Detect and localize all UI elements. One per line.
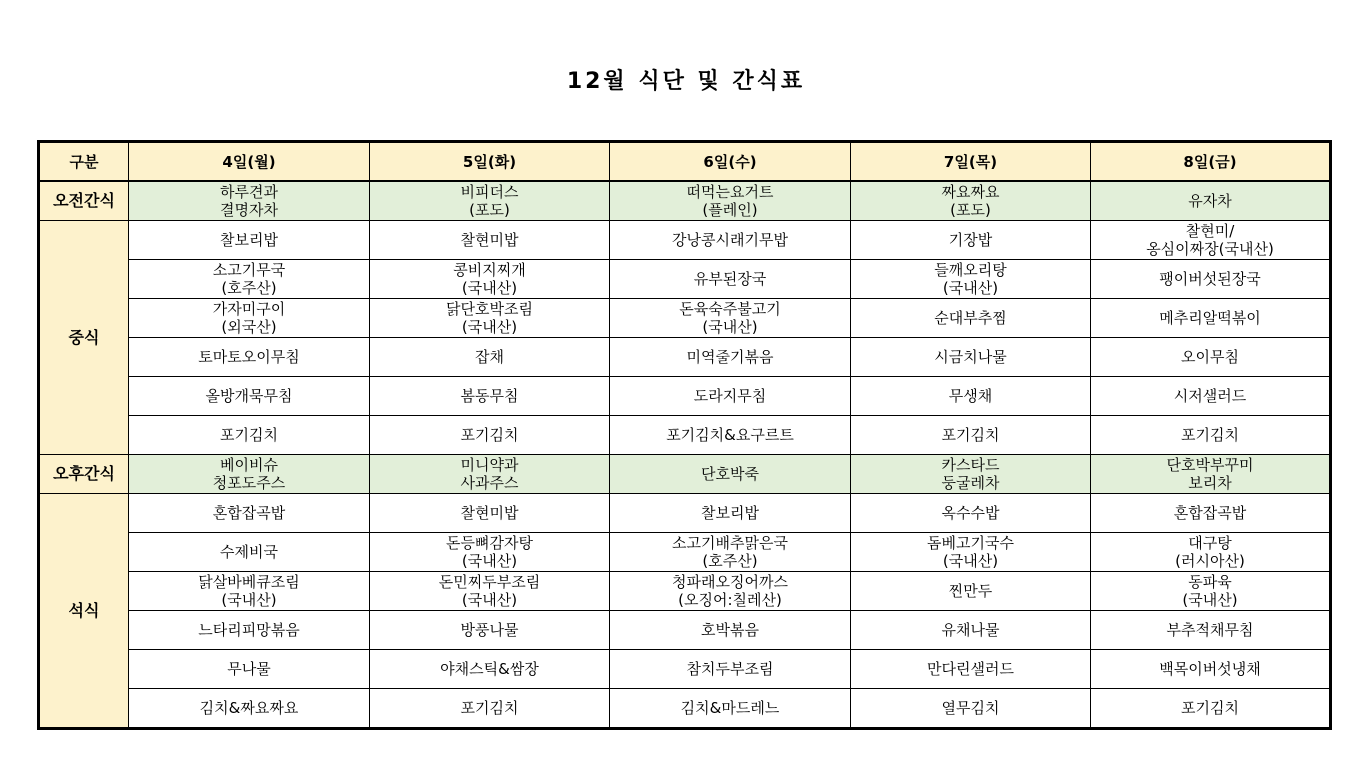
meal-item: (호주산) xyxy=(221,279,277,297)
meal-item: 강낭콩시래기무밥 xyxy=(672,231,788,249)
meal-item: 혼합잡곡밥 xyxy=(1173,504,1247,522)
meal-item: 호박볶음 xyxy=(701,621,759,639)
meal-item: 청파래오징어까스 xyxy=(672,573,788,591)
meal-cell xyxy=(370,455,610,494)
meal-item: 들깨오리탕 xyxy=(934,261,1007,279)
meal-item: 올방개묵무침 xyxy=(205,387,293,405)
meal-item: 방풍나물 xyxy=(460,621,519,639)
meal-cell xyxy=(129,299,370,338)
lunch-row xyxy=(39,338,1331,377)
category-label: 중식 xyxy=(39,221,129,455)
meal-cell xyxy=(851,533,1091,572)
meal-item: 닭단호박조림 xyxy=(446,300,533,318)
meal-cell xyxy=(610,650,851,689)
meal-cell xyxy=(610,338,851,377)
meal-cell xyxy=(1091,260,1331,299)
meal-item: 옹심이짜장(국내산) xyxy=(1146,240,1274,258)
meal-item: 팽이버섯된장국 xyxy=(1159,270,1261,288)
meal-cell xyxy=(851,181,1091,221)
meal-item: (호주산) xyxy=(702,552,758,570)
meal-item: 소고기배추맑은국 xyxy=(672,534,788,552)
dinner-row xyxy=(39,611,1331,650)
meal-item: 봄동무침 xyxy=(460,387,519,405)
meal-item: 단호박부꾸미 xyxy=(1166,456,1254,474)
meal-cell xyxy=(129,260,370,299)
meal-cell xyxy=(1091,455,1331,494)
meal-cell xyxy=(851,338,1091,377)
meal-item: 닭살바베큐조림 xyxy=(198,573,300,591)
category-label: 오전간식 xyxy=(39,181,129,221)
meal-cell xyxy=(129,689,370,729)
dinner-row xyxy=(39,494,1331,533)
meal-item: (국내산) xyxy=(461,591,518,609)
column-header: 5일(화) xyxy=(370,142,610,182)
meal-cell xyxy=(370,377,610,416)
meal-item: 가자미구이 xyxy=(212,300,286,318)
meal-cell xyxy=(851,689,1091,729)
meal-item: (포도) xyxy=(469,201,510,219)
meal-cell xyxy=(851,221,1091,260)
meal-item: 시금치나물 xyxy=(934,348,1007,366)
meal-item: 참치두부조림 xyxy=(686,660,774,678)
meal-cell xyxy=(610,689,851,729)
meal-item: 돈등뼈감자탕 xyxy=(446,534,533,552)
meal-item: 결명자차 xyxy=(220,201,278,219)
meal-item: 야채스틱&쌈장 xyxy=(440,660,539,678)
meal-item: 만다린샐러드 xyxy=(927,660,1014,678)
meal-item: 하루견과 xyxy=(220,183,278,201)
meal-item: 잡채 xyxy=(475,348,504,366)
meal-item: 김치&마드레느 xyxy=(680,699,780,717)
meal-item: 포기김치 xyxy=(1181,699,1239,717)
meal-item: 유부된장국 xyxy=(693,270,767,288)
meal-item: 사과주스 xyxy=(460,474,519,492)
meal-cell xyxy=(129,455,370,494)
meal-item: 청포도주스 xyxy=(212,474,286,492)
meal-item: 찰현미/ xyxy=(1185,222,1235,240)
meal-cell xyxy=(370,650,610,689)
lunch-row xyxy=(39,416,1331,455)
column-header: 구분 xyxy=(39,142,129,182)
meal-cell xyxy=(610,181,851,221)
meal-item: 부추적채무침 xyxy=(1166,621,1254,639)
meal-item: 미역줄기볶음 xyxy=(686,348,774,366)
meal-cell xyxy=(610,455,851,494)
meal-cell xyxy=(129,650,370,689)
meal-item: 동파육 xyxy=(1188,573,1232,591)
meal-cell xyxy=(851,260,1091,299)
meal-item: 포기김치 xyxy=(941,426,1000,444)
meal-cell xyxy=(1091,650,1331,689)
dinner-row xyxy=(39,572,1331,611)
meal-cell xyxy=(1091,299,1331,338)
meal-cell xyxy=(129,181,370,221)
column-header: 6일(수) xyxy=(610,142,851,182)
meal-cell xyxy=(1091,416,1331,455)
meal-item: (국내산) xyxy=(461,318,518,336)
column-header: 7일(목) xyxy=(851,142,1091,182)
meal-cell xyxy=(129,494,370,533)
meal-item: 단호박죽 xyxy=(701,465,759,483)
meal-cell xyxy=(610,416,851,455)
meal-cell xyxy=(129,416,370,455)
meal-item: 돈민찌두부조림 xyxy=(438,573,541,591)
meal-cell xyxy=(851,416,1091,455)
meal-cell xyxy=(610,377,851,416)
meal-item: 찰보리밥 xyxy=(701,504,759,522)
meal-cell xyxy=(851,611,1091,650)
lunch-row xyxy=(39,260,1331,299)
lunch-row xyxy=(39,377,1331,416)
meal-cell xyxy=(129,377,370,416)
meal-item: 김치&짜요짜요 xyxy=(199,699,299,717)
meal-item: 오이무침 xyxy=(1181,348,1239,366)
meal-cell xyxy=(610,572,851,611)
meal-table xyxy=(37,140,1332,730)
meal-cell xyxy=(129,611,370,650)
category-label: 오후간식 xyxy=(39,455,129,494)
meal-cell xyxy=(370,338,610,377)
meal-cell xyxy=(1091,338,1331,377)
meal-item: 무생채 xyxy=(948,387,993,405)
meal-item: 소고기무국 xyxy=(212,261,286,279)
meal-item: 기장밥 xyxy=(948,231,993,249)
meal-item: (오징어:칠레산) xyxy=(678,591,782,609)
meal-item: 보리차 xyxy=(1188,474,1232,492)
meal-item: 짜요짜요 xyxy=(941,183,1000,201)
meal-item: 시저샐러드 xyxy=(1173,387,1247,405)
meal-item: 백목이버섯냉채 xyxy=(1159,660,1261,678)
meal-item: 둥굴레차 xyxy=(941,474,1000,492)
meal-cell xyxy=(1091,689,1331,729)
column-header: 4일(월) xyxy=(129,142,370,182)
meal-item: (국내산) xyxy=(942,279,999,297)
meal-cell xyxy=(370,572,610,611)
meal-item: 찰현미밥 xyxy=(460,504,519,522)
meal-item: 포기김치 xyxy=(460,699,519,717)
meal-item: 유채나물 xyxy=(941,621,1000,639)
meal-item: 미니약과 xyxy=(460,456,519,474)
meal-item: 포기김치 xyxy=(220,426,278,444)
meal-item: 유자차 xyxy=(1188,192,1232,210)
meal-cell xyxy=(851,572,1091,611)
meal-item: 찰보리밥 xyxy=(220,231,278,249)
header-row xyxy=(39,142,1331,182)
meal-item: (포도) xyxy=(950,201,991,219)
meal-cell xyxy=(370,221,610,260)
meal-item: 포기김치 xyxy=(460,426,519,444)
meal-cell xyxy=(370,689,610,729)
meal-item: 떠먹는요거트 xyxy=(686,183,774,201)
meal-item: 순대부추찜 xyxy=(934,309,1007,327)
meal-item: 대구탕 xyxy=(1188,534,1232,552)
meal-cell xyxy=(129,533,370,572)
meal-cell xyxy=(851,455,1091,494)
meal-item: 도라지무침 xyxy=(693,387,767,405)
meal-item: 포기김치&요구르트 xyxy=(666,426,794,444)
meal-cell xyxy=(1091,494,1331,533)
meal-item: 메추리알떡볶이 xyxy=(1159,309,1261,327)
meal-cell xyxy=(370,416,610,455)
meal-cell xyxy=(370,260,610,299)
meal-item: 혼합잡곡밥 xyxy=(212,504,286,522)
meal-item: (국내산) xyxy=(1182,591,1238,609)
category-label: 석식 xyxy=(39,494,129,729)
meal-cell xyxy=(1091,181,1331,221)
meal-item: (국내산) xyxy=(461,552,518,570)
meal-item: 카스타드 xyxy=(941,456,1000,474)
meal-cell xyxy=(370,299,610,338)
meal-item: 콩비지찌개 xyxy=(453,261,526,279)
afternoon-snack-row xyxy=(39,455,1331,494)
meal-cell xyxy=(610,611,851,650)
meal-cell xyxy=(1091,221,1331,260)
meal-item: 찰현미밥 xyxy=(460,231,519,249)
meal-item: (국내산) xyxy=(702,318,758,336)
meal-item: (러시아산) xyxy=(1175,552,1245,570)
meal-cell xyxy=(129,338,370,377)
meal-cell xyxy=(370,611,610,650)
meal-item: 비피더스 xyxy=(460,183,519,201)
meal-cell xyxy=(851,650,1091,689)
meal-cell xyxy=(1091,533,1331,572)
lunch-row xyxy=(39,221,1331,260)
meal-item: 포기김치 xyxy=(1181,426,1239,444)
meal-cell xyxy=(370,533,610,572)
meal-cell xyxy=(610,221,851,260)
meal-cell xyxy=(129,572,370,611)
meal-cell xyxy=(370,494,610,533)
meal-cell xyxy=(851,494,1091,533)
meal-item: 토마토오이무침 xyxy=(198,348,300,366)
dinner-row xyxy=(39,533,1331,572)
meal-cell xyxy=(129,221,370,260)
meal-item: 옥수수밥 xyxy=(941,504,1000,522)
meal-cell xyxy=(610,533,851,572)
meal-item: 베이비슈 xyxy=(220,456,278,474)
meal-item: 열무김치 xyxy=(941,699,1000,717)
meal-item: (국내산) xyxy=(942,552,999,570)
page-title: 12월 식단 및 간식표 xyxy=(566,69,806,94)
meal-item: 돔베고기국수 xyxy=(927,534,1014,552)
meal-item: (국내산) xyxy=(221,591,277,609)
meal-cell xyxy=(1091,611,1331,650)
meal-item: 돈육숙주불고기 xyxy=(679,300,781,318)
meal-item: 무나물 xyxy=(227,660,271,678)
meal-cell xyxy=(610,494,851,533)
meal-item: 찐만두 xyxy=(948,582,993,600)
lunch-row xyxy=(39,299,1331,338)
meal-cell xyxy=(851,377,1091,416)
meal-item: 느타리피망볶음 xyxy=(198,621,300,639)
dinner-row xyxy=(39,689,1331,729)
meal-cell xyxy=(610,260,851,299)
meal-item: (외국산) xyxy=(221,318,277,336)
column-header: 8일(금) xyxy=(1091,142,1331,182)
morning-snack-row xyxy=(39,181,1331,221)
dinner-row xyxy=(39,650,1331,689)
meal-cell xyxy=(1091,377,1331,416)
meal-cell xyxy=(610,299,851,338)
meal-cell xyxy=(370,181,610,221)
meal-cell xyxy=(1091,572,1331,611)
meal-item: (플레인) xyxy=(702,201,758,219)
meal-cell xyxy=(851,299,1091,338)
meal-item: (국내산) xyxy=(461,279,518,297)
meal-item: 수제비국 xyxy=(220,543,278,561)
